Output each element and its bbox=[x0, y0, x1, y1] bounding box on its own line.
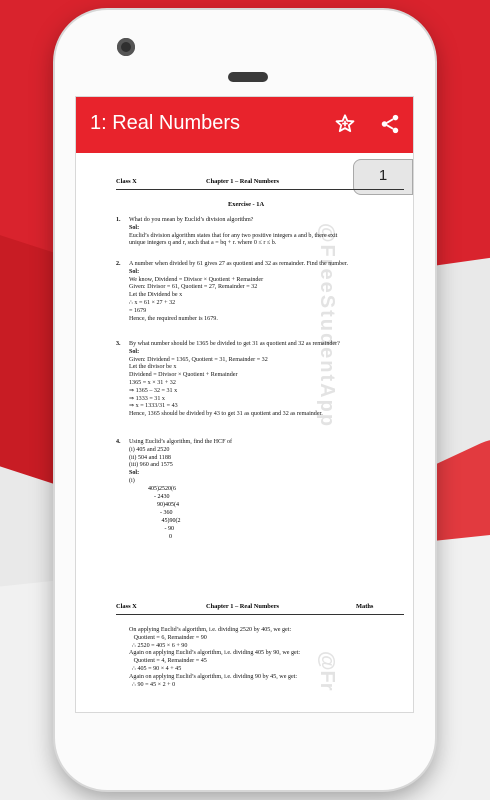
page2-body: On applying Euclid’s algorithm, i.e. dividing 2520 by 405, we get: Quotient = 6, Remainder = 90 ∴ 2520 = 405 × 6 + 90 Again on applying Euclid’s algorithm, i.e. dividing 405 by 90, we get: Quotient = 4, Remainder = 45 ∴ 405 = 90 × 4 + 45 Again on applying Euclid’s algorithm, i.e. dividing 90 by 45, we get: ∴ 90 = 45 × 2 + 0 bbox=[129, 627, 301, 688]
page-header-center: Chapter 1 – Real Numbers bbox=[206, 178, 280, 185]
app-screen bbox=[75, 96, 414, 713]
document-page[interactable]: @FreeStudentApp 1 Class X Chapter 1 – Real Numbers Exercise - 1A 1. What do you mean by Euclid’s division algorithm? Sol: Euclid’s division algorithm states that for any two positive integers a and b, there exit unique integers q and r, such that a = bq + r. where 0 ≤ r ≤ b. 2. A number when divided by 61 gives 27 as quotient and 32 as remainder. Find the number. Sol: We know, Dividend = Divisor × Quotient + Remainder Given: Divisor = 61, Quotient = 27, Remainder = 32 Let the Dividend be x ∴ x = 61 × 27 + 32 = 1679 Hence, the required number is 1679. 3. By what number should be 1365 be divided to get 31 as quotient and 32 as remainder? Sol: Given: Dividend = 1365, Quotient = 31, Remainder = 32 Let the divisor be x Dividend = Divisor × Quotient + Remainder 1365 = x × 31 + 32 ⇒ 1365 – 32 = 31 x ⇒ 1333 = 31 x ⇒ x = 1333/31 = 43 Hence, 1365 should be divided by 43 to get 31 as quotient and 32 as remainder. 4. Using Euclid’s algorithm, find the HCF of (i) 405 and 2520 (ii) 504 and 1188 (iii) 960 and 1575 Sol: (i) 405)2520(6 - 2430 90)405(4 - 360 45)90(2 - 90 0 @Fr Class X Chapter 1 – Real Numbers Maths On applying Euclid’s algorithm, i.e. dividing 2520 by 405, we get: Quotient = 6, Remainder = 90 ∴ 2520 = 405 × 6 + 90 Again on applying Euclid’s algorithm, i.e. dividing 405 by 90, we get: Quotient = 4, Remainder = 45 ∴ 405 = 90 × 4 + 45 Again on applying Euclid’s algorithm, i.e. dividing 90 by 45, we get: ∴ 90 = 45 × 2 + 0 bbox=[76, 153, 413, 712]
header-rule bbox=[116, 189, 404, 190]
watermark: @Fr bbox=[316, 651, 338, 691]
page2-header-right: Maths bbox=[356, 603, 374, 610]
phone-frame bbox=[55, 10, 435, 790]
long-division: 405)2520(6 - 2430 90)405(4 - 360 45)90(2 - 90 0 bbox=[148, 486, 181, 540]
exercise-title: Exercise - 1A bbox=[228, 201, 265, 208]
share-icon[interactable] bbox=[379, 113, 401, 140]
page-number-badge: 1 bbox=[353, 159, 413, 195]
star-plus-icon[interactable] bbox=[334, 113, 356, 140]
front-camera bbox=[117, 38, 135, 56]
chapter-title: 1: Real Numbers bbox=[90, 112, 241, 134]
app-bar bbox=[76, 97, 413, 153]
header-rule bbox=[116, 614, 404, 615]
speaker-grille bbox=[228, 72, 268, 82]
page-header-left: Class X bbox=[116, 178, 137, 185]
page2-header-center: Chapter 1 – Real Numbers bbox=[206, 603, 280, 610]
page2-header-left: Class X bbox=[116, 603, 137, 610]
watermark: @FreeStudentApp bbox=[316, 223, 338, 429]
